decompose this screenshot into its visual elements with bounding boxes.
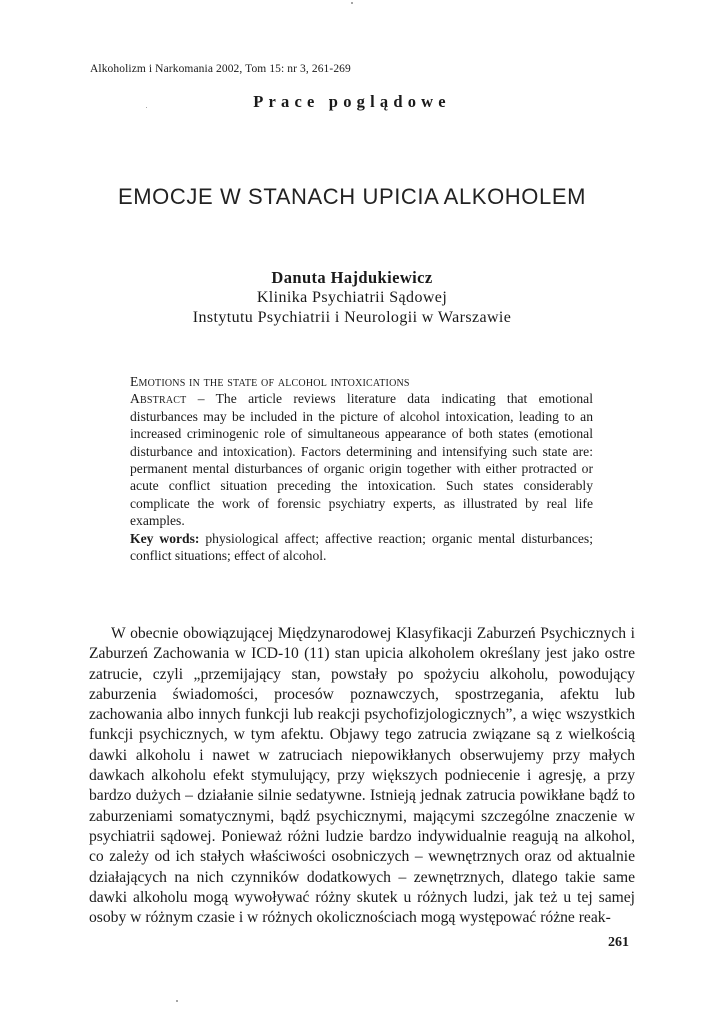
scan-speck	[351, 2, 353, 4]
body-paragraph: W obecnie obowiązującej Międzynarodowej Klasyfikacji Zaburzeń Psychicznych i Zaburzeń Zachowania w ICD-10 (11) stan upicia alkoholem określany jest jako ostre zatrucie, czyli „przemijający stan, powstały po spożyciu alkoholu, powodujący zaburzenia świadomości, procesów poznawczych, spostrzegania, afektu lub zachowania albo innych funkcji lub reakcji psychofizjologicznych”, a więc wszystkich funkcji psychicznych, w tym afektu. Objawy tego zatrucia związane są z wielkością dawki alkoholu i nawet w zatruciach niepowikłanych obserwujemy przy małych dawkach alkoholu efekt stymulujący, przy większych podniecenie i agresję, a przy bardzo dużych – działanie silnie sedatywne. Istnieją jednak zatrucia powikłane bądź to zaburzeniami somatycznymi, bądź psychicznymi, mającymi szczególne znaczenie w psychiatrii sądowej. Ponieważ różni ludzie bardzo indywidualnie reagują na alkohol, co zależy od ich stałych właściwości osobniczych – wewnętrznych oraz od aktualnie działających na nich czynników dodatkowych – zewnętrznych, dlatego takie same dawki alkoholu mogą wywoływać różny skutek u różnych ludzi, jak też u tej samej osoby w różnym czasie i w różnych okolicznościach mogą występować różne reak-	[89, 625, 635, 927]
scan-speck	[176, 1000, 178, 1002]
keywords-text: physiological affect; affective reaction; organic mental disturbances; conflict situations; effect of alcohol.	[130, 530, 593, 564]
section-label: Prace poglądowe	[253, 92, 451, 111]
keywords-label: Key words:	[130, 530, 200, 546]
english-title: Emotions in the state of alcohol intoxications	[130, 374, 410, 389]
page-number: 261	[608, 935, 629, 950]
scan-speck	[146, 107, 147, 108]
abstract-block	[130, 373, 593, 564]
affiliation-line-1: Klinika Psychiatrii Sądowej	[256, 289, 448, 306]
keywords-paragraph	[130, 530, 593, 565]
article-title: EMOCJE W STANACH UPICIA ALKOHOLEM	[117, 184, 587, 209]
author-block	[0, 268, 704, 328]
abstract-text: – The article reviews literature data indicating that emotional disturbances may be included in the picture of alcohol intoxication, leading to an increased criminogenic role of simultaneous appearance of both states (emotional disturbance and intoxication). Factors determining and intensifying such state are: permanent mental disturbances of organic origin together with either protracted or acute conflict situation preceding the intoxication. Such states considerably complicate the work of forensic psychiatry experts, as illustrated by real life examples.	[130, 391, 593, 529]
author-name: Danuta Hajdukiewicz	[271, 268, 433, 287]
affiliation-line-2: Instytutu Psychiatrii i Neurologii w Warszawie	[192, 309, 512, 326]
abstract-paragraph	[130, 390, 593, 529]
journal-reference: Alkoholizm i Narkomania 2002, Tom 15: nr 3, 261-269	[90, 63, 351, 75]
abstract-label: Abstract	[130, 391, 187, 407]
